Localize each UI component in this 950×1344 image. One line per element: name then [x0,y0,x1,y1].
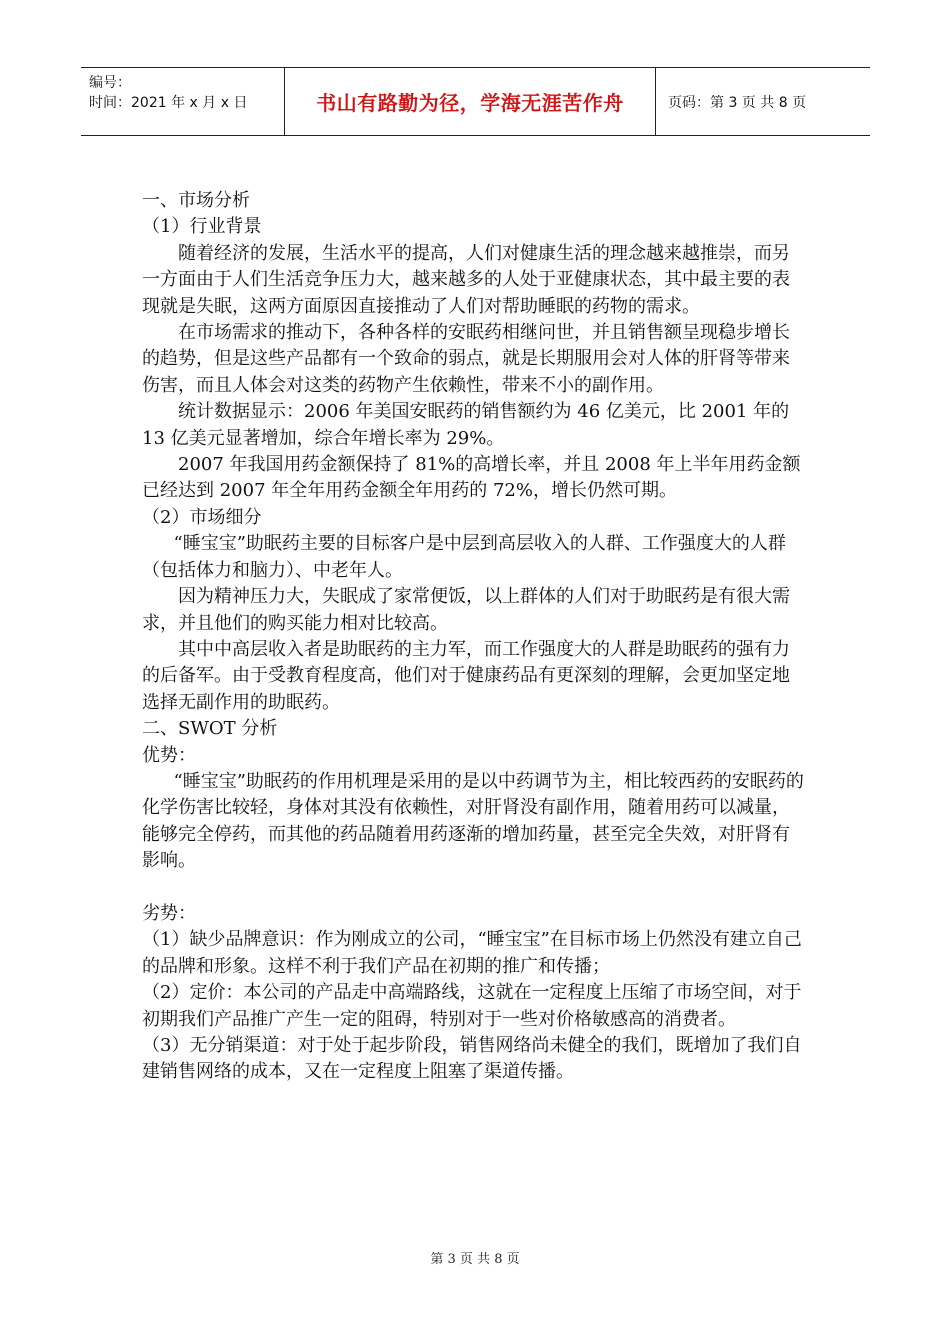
blank-line [142,875,806,901]
paragraph: 因为精神压力大，失眠成了家常便饭，以上群体的人们对于助眠药是有很大需求，并且他们的购买能力相对比较高。 [142,586,790,634]
paragraph: “睡宝宝”助眠药的作用机理是采用的是以中药调节为主，相比较西药的安眠药的化学伤害比较轻，身体对其没有依赖性，对肝肾没有副作用，随着用药可以减量，能够完全停药，而其他的药品随着用药逐渐的增加药量，甚至完全失效，对肝肾有影响。 [142,770,804,872]
paragraph: 在市场需求的推动下，各种各样的安眠药相继问世，并且销售额呈现稳步增长的趋势，但是这些产品都有一个致命的弱点，就是长期服用会对人体的肝肾等带来伤害，而且人体会对这类的药物产生依赖性，带来不小的副作用。 [142,322,790,396]
time-label: 时间：2021 年 x 月 x 日 [89,95,248,111]
section-title-swot: 二、SWOT 分析 [142,718,278,740]
advantages-title: 优势： [142,744,196,766]
paragraph: 随着经济的发展，生活水平的提高，人们对健康生活的理念越来越推崇，而另一方面由于人们生活竞争压力大，越来越多的人处于亚健康状态，其中最主要的表现就是失眠，这两方面原因直接推动了人们对帮助睡眠的药物的需求。 [142,242,790,317]
disadvantage-item: （3）无分销渠道：对于处于起步阶段，销售网络尚未健全的我们，既增加了我们自建销售网络的成本，又在一定程度上阻塞了渠道传播。 [142,1034,802,1083]
disadvantage-item: （1）缺少品牌意识：作为刚成立的公司，“睡宝宝”在目标市场上仍然没有建立自己的品牌和形象。这样不利于我们产品在初期的推广和传播； [142,929,802,977]
header-meta [81,68,285,135]
page-header [81,67,870,136]
paragraph: 统计数据显示：2006 年美国安眠药的销售额约为 46 亿美元，比 2001 年的 13 亿美元显著增加，综合年增长率为 29%。 [142,401,790,449]
disadvantages-title: 劣势： [142,902,196,924]
page-footer: 第 3 页 共 8 页 [430,1252,520,1267]
paragraph: “睡宝宝”助眠药主要的目标客户是中层到高层收入的人群、工作强度大的人群（包括体力和脑力）、中老年人。 [142,533,786,581]
disadvantage-item: （2）定价：本公司的产品走中高端路线，这就在一定程度上压缩了市场空间，对于初期我们产品推广产生一定的阻碍，特别对于一些对价格敏感高的消费者。 [142,982,802,1030]
subsection-title-market-segmentation: （2）市场细分 [142,506,262,528]
subsection-title-industry-background: （1）行业背景 [142,216,262,238]
number-label: 编号： [89,75,131,91]
header-motto: 书山有路勤为径，学海无涯苦作舟 [285,68,656,135]
document-body [142,188,806,1086]
paragraph: 其中中高层收入者是助眠药的主力军，而工作强度大的人群是助眠药的强有力的后备军。由于受教育程度高，他们对于健康药品有更深刻的理解，会更加坚定地选择无副作用的助眠药。 [142,638,790,713]
section-title-market-analysis: 一、市场分析 [142,190,250,211]
paragraph: 2007 年我国用药金额保持了 81%的高增长率，并且 2008 年上半年用药金额已经达到 2007 年全年用药金额全年用药的 72%，增长仍然可期。 [142,454,801,502]
header-page-info: 页码：第 3 页 共 8 页 [668,94,807,111]
